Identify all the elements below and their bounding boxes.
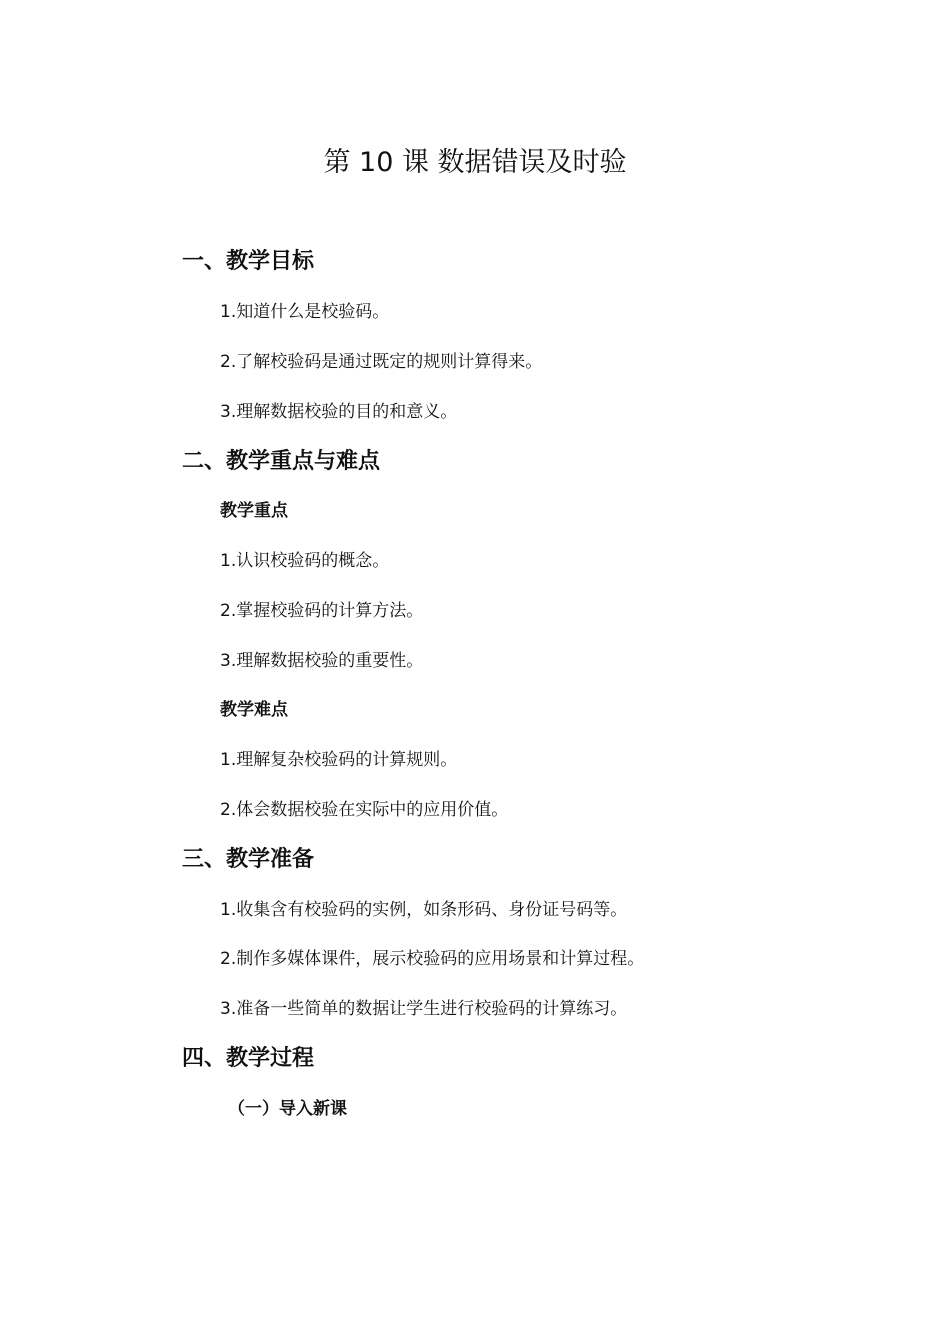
difficult-point-item-1: 1.理解复杂校验码的计算规则。 bbox=[220, 750, 458, 770]
lesson-title: 第 10 课 数据错误及时验 bbox=[323, 147, 627, 178]
preparation-item-1: 1.收集含有校验码的实例，如条形码、身份证号码等。 bbox=[220, 900, 628, 920]
objective-item-1: 1.知道什么是校验码。 bbox=[220, 302, 390, 322]
preparation-item-2: 2.制作多媒体课件，展示校验码的应用场景和计算过程。 bbox=[220, 949, 645, 969]
section-heading-key-and-difficult-points: 二、教学重点与难点 bbox=[182, 449, 381, 474]
subheading-key-points: 教学重点 bbox=[220, 501, 288, 521]
difficult-point-item-2: 2.体会数据校验在实际中的应用价值。 bbox=[220, 800, 509, 820]
key-point-item-2: 2.掌握校验码的计算方法。 bbox=[220, 601, 424, 621]
section-heading-teaching-preparation: 三、教学准备 bbox=[182, 847, 315, 872]
key-point-item-1: 1.认识校验码的概念。 bbox=[220, 551, 390, 571]
section-heading-teaching-process: 四、教学过程 bbox=[182, 1046, 315, 1071]
preparation-item-3: 3.准备一些简单的数据让学生进行校验码的计算练习。 bbox=[220, 999, 628, 1019]
section-heading-teaching-objectives: 一、教学目标 bbox=[182, 249, 315, 274]
subheading-difficult-points: 教学难点 bbox=[220, 700, 288, 720]
objective-item-2: 2.了解校验码是通过既定的规则计算得来。 bbox=[220, 352, 543, 372]
subheading-introduction: （一）导入新课 bbox=[228, 1099, 347, 1119]
key-point-item-3: 3.理解数据校验的重要性。 bbox=[220, 651, 424, 671]
objective-item-3: 3.理解数据校验的目的和意义。 bbox=[220, 402, 458, 422]
